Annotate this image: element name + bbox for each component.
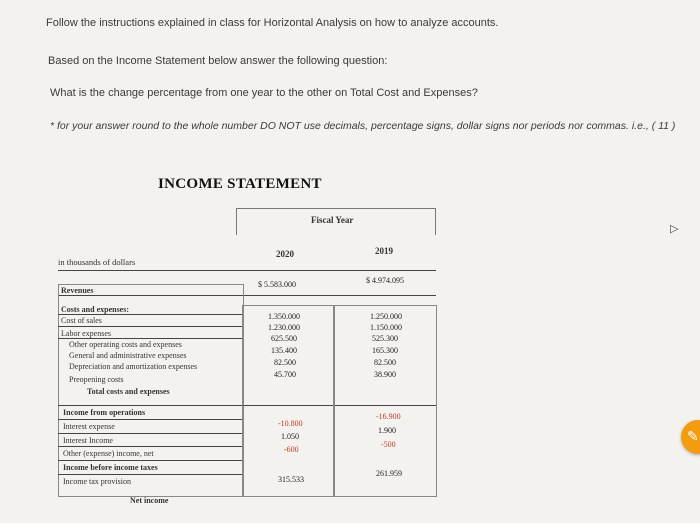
row-label-depreciation: Depreciation and amortization expenses bbox=[69, 362, 198, 371]
labor-2020: 1.230.000 bbox=[268, 323, 300, 332]
row-label-general-admin: General and administrative expenses bbox=[69, 351, 187, 360]
cursor-icon: ▷ bbox=[670, 223, 679, 235]
depreciation-2020: 82.500 bbox=[274, 358, 296, 367]
year-2020-header: 2020 bbox=[276, 249, 294, 259]
revenue-2020: $ 5.583.000 bbox=[258, 280, 296, 289]
instruction-line-1: Follow the instructions explained in class for Horizontal Analysis on how to analyze accounts. bbox=[46, 17, 499, 29]
row-rule bbox=[58, 338, 242, 339]
row-label-income-operations: Income from operations bbox=[63, 408, 146, 417]
general-admin-2019: 165.300 bbox=[372, 346, 398, 355]
row-label-interest-expense: Interest expense bbox=[63, 422, 115, 431]
statement-title: INCOME STATEMENT bbox=[158, 176, 322, 192]
fiscal-year-label: Fiscal Year bbox=[311, 215, 354, 225]
year-2019-header: 2019 bbox=[375, 246, 393, 256]
row-rule bbox=[58, 433, 242, 434]
row-label-other-operating: Other operating costs and expenses bbox=[69, 340, 182, 349]
row-rule bbox=[58, 474, 242, 475]
question-text: What is the change percentage from one year to the other on Total Cost and Expenses? bbox=[50, 87, 478, 99]
answer-note: * for your answer round to the whole number DO NOT use decimals, percentage signs, dollar signs nor periods nor commas. i.e., ( 11 ) bbox=[50, 120, 676, 132]
row-label-income-tax: Income tax provision bbox=[63, 477, 131, 486]
unit-label: in thousands of dollars bbox=[58, 257, 136, 267]
row-label-preopening: Preopening costs bbox=[69, 375, 124, 384]
labor-2019: 1.150.000 bbox=[370, 323, 402, 332]
other-operating-2019: 525.300 bbox=[372, 334, 398, 343]
cost-of-sales-2020: 1.350.000 bbox=[268, 312, 300, 321]
interest-expense-2020: -10.800 bbox=[278, 419, 303, 428]
row-label-net-income: Net income bbox=[130, 496, 169, 505]
row-rule bbox=[58, 419, 242, 420]
income-tax-2019: 261.959 bbox=[376, 469, 402, 478]
general-admin-2020: 135.400 bbox=[271, 346, 297, 355]
row-rule bbox=[58, 446, 242, 447]
row-label-income-before-taxes: Income before income taxes bbox=[63, 463, 158, 472]
row-label-other-income: Other (expense) income, net bbox=[63, 449, 154, 458]
preopening-2020: 45.700 bbox=[274, 370, 296, 379]
row-label-revenues: Revenues bbox=[61, 286, 94, 295]
row-rule bbox=[58, 314, 242, 315]
cost-of-sales-2019: 1.250.000 bbox=[370, 312, 402, 321]
instruction-line-2: Based on the Income Statement below answer the following question: bbox=[48, 55, 388, 67]
other-income-2020: -600 bbox=[284, 445, 299, 454]
row-label-total-costs: Total costs and expenses bbox=[87, 387, 170, 396]
depreciation-2019: 82.500 bbox=[374, 358, 396, 367]
row-label-costs-header: Costs and expenses: bbox=[61, 305, 130, 314]
row-label-cost-of-sales: Cost of sales bbox=[61, 316, 102, 325]
row-rule bbox=[58, 326, 242, 327]
row-label-labor: Labor expenses bbox=[61, 329, 111, 338]
interest-income-2019: 1.900 bbox=[378, 426, 396, 435]
revenue-2019: $ 4.974.095 bbox=[366, 276, 404, 285]
edit-button[interactable] bbox=[681, 420, 700, 454]
other-operating-2020: 625.500 bbox=[271, 334, 297, 343]
pencil-icon: ✎ bbox=[687, 428, 699, 444]
row-rule bbox=[58, 460, 242, 461]
interest-expense-2019: -16.900 bbox=[376, 412, 401, 421]
preopening-2019: 38.900 bbox=[374, 370, 396, 379]
other-income-2019: -500 bbox=[381, 440, 396, 449]
header-rule bbox=[58, 270, 436, 271]
income-tax-2020: 315.533 bbox=[278, 475, 304, 484]
interest-income-2020: 1.050 bbox=[281, 432, 299, 441]
row-label-interest-income: Interest Income bbox=[63, 436, 113, 445]
